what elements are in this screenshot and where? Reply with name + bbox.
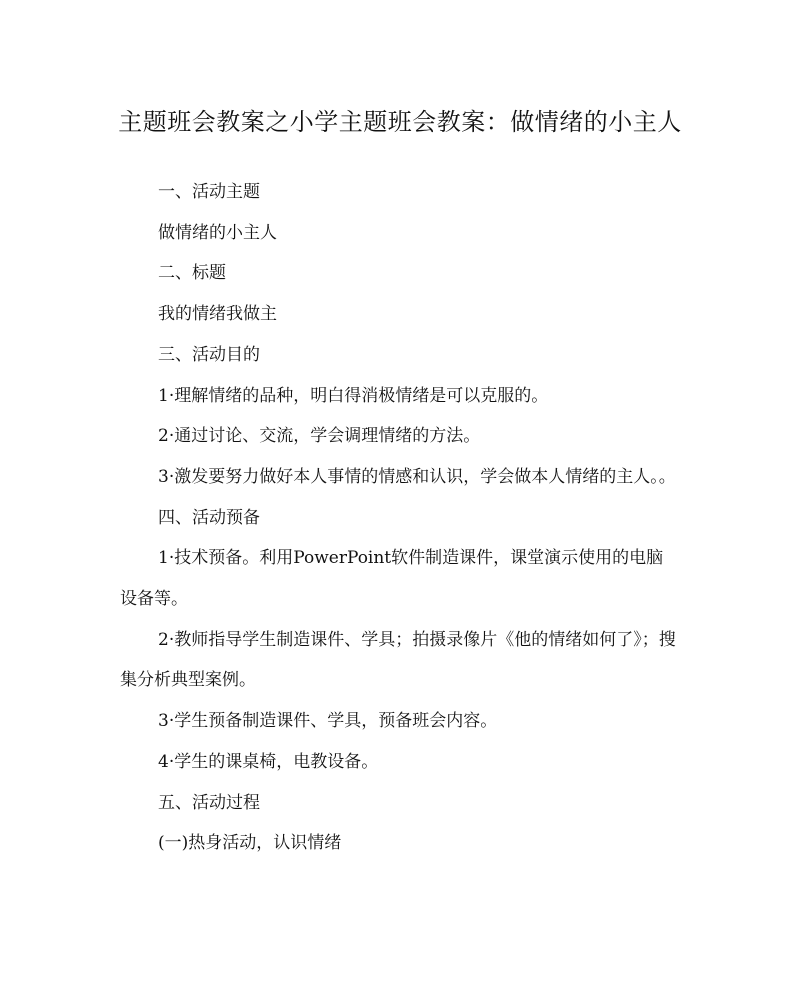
paragraph-prep-3: 3·学生预备制造课件、学具，预备班会内容。: [158, 711, 498, 732]
section-heading-preparation: 四、活动预备: [158, 507, 260, 528]
paragraph-prep-1: 1·技术预备。利用PowerPoint软件制造课件，课堂演示使用的电脑设备等。: [120, 548, 664, 610]
document-title: 主题班会教案之小学主题班会教案：做情绪的小主人: [118, 108, 682, 136]
section-heading-process: 五、活动过程: [158, 792, 260, 813]
paragraph-goal-2: 2·通过讨论、交流，学会调理情绪的方法。: [158, 426, 481, 447]
section-heading-activity-goals: 三、活动目的: [158, 344, 260, 365]
paragraph-goal-3: 3·激发要努力做好本人事情的情感和认识，学会做本人情绪的主人。。: [158, 466, 676, 487]
section-heading-title: 二、标题: [158, 263, 226, 284]
paragraph-prep-4: 4·学生的课桌椅，电教设备。: [158, 751, 379, 772]
paragraph-title-text: 我的情绪我做主: [158, 304, 277, 325]
paragraph-goal-1: 1·理解情绪的品种，明白得消极情绪是可以克服的。: [158, 385, 549, 406]
paragraph-process-1: (一)热身活动，认识情绪: [158, 833, 342, 854]
paragraph-prep-2: 2·教师指导学生制造课件、学具；拍摄录像片《他的情绪如何了》；搜集分析典型案例。: [120, 629, 676, 691]
section-heading-activity-theme: 一、活动主题: [158, 182, 260, 202]
paragraph-theme-text: 做情绪的小主人: [158, 222, 277, 243]
document-body: [120, 172, 680, 864]
